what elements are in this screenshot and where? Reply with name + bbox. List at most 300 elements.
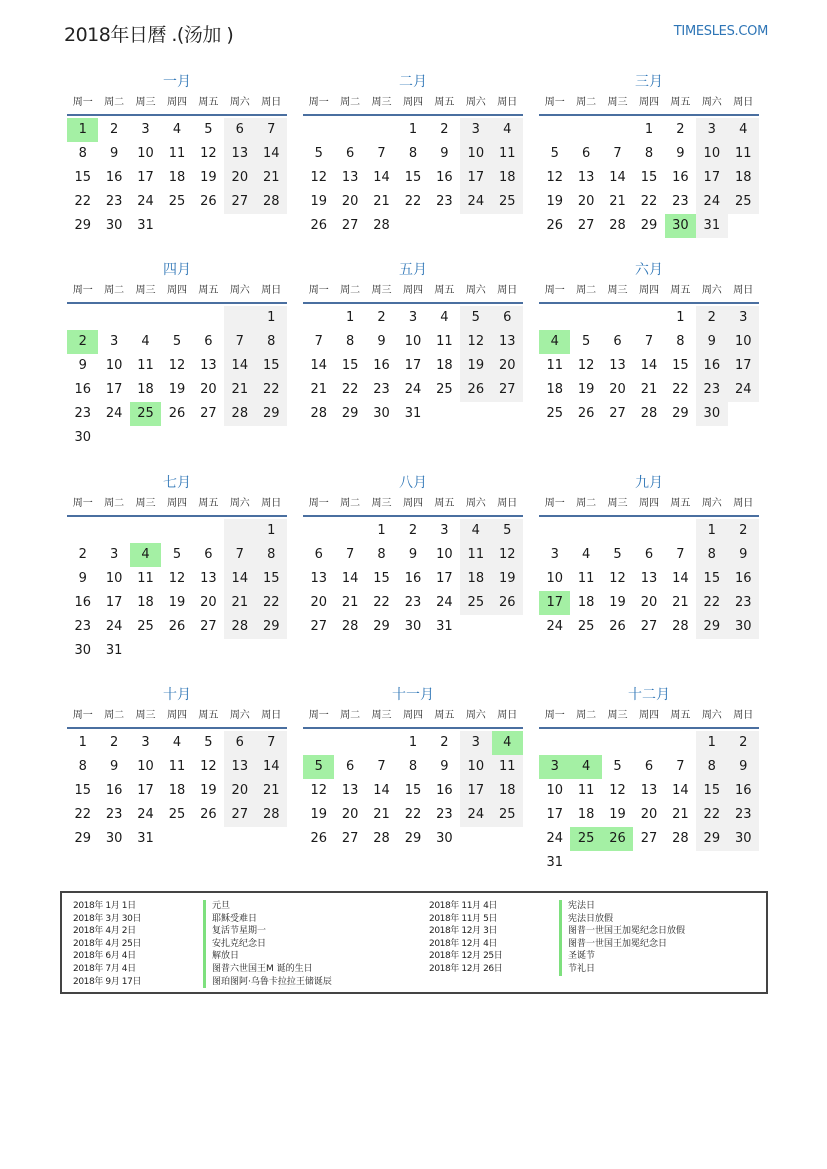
day-cell: 2	[377, 310, 386, 325]
empty-day-cell	[602, 731, 633, 755]
holiday-day-cell: 25	[570, 827, 601, 851]
empty-day-cell	[303, 731, 334, 755]
day-cell: 12	[200, 146, 217, 161]
day-cell: 22	[672, 382, 689, 397]
site-link[interactable]: TIMESLES.COM	[673, 24, 768, 39]
day-cell: 14	[373, 783, 390, 798]
day-cell: 20	[640, 595, 658, 610]
day-cell: 8	[408, 759, 418, 774]
week-row	[67, 543, 287, 567]
week-row	[303, 330, 523, 354]
day-cell: 19	[310, 807, 327, 822]
holiday-column-right	[429, 900, 685, 976]
day-cell: 9	[676, 146, 685, 161]
day-cell: 1	[377, 523, 386, 538]
empty-day-cell	[224, 426, 255, 450]
weekend-day-cell: 5	[460, 306, 491, 330]
weekday-label: 周三	[371, 97, 392, 108]
day-cell: 5	[172, 334, 182, 349]
week-row	[303, 567, 523, 591]
day-cell: 27	[609, 406, 626, 421]
weekday-header	[539, 493, 759, 517]
day-cell: 28	[373, 831, 390, 846]
month-block	[539, 72, 759, 238]
week-row	[67, 426, 287, 450]
weekend-day-cell: 22	[256, 378, 287, 402]
day-cell: 23	[672, 194, 689, 209]
holiday-row	[429, 950, 685, 963]
day-cell: 2	[408, 523, 418, 538]
day-cell: 12	[310, 170, 327, 185]
weekend-day-cell: 29	[696, 615, 727, 639]
weekend-day-cell: 24	[460, 190, 491, 214]
week-row	[303, 142, 523, 166]
holiday-day-cell: 17	[539, 591, 570, 615]
weekday-label: 周一	[308, 710, 329, 721]
week-row	[67, 639, 287, 663]
day-cell: 10	[546, 571, 563, 586]
day-cell: 7	[377, 146, 386, 161]
weekend-day-cell: 12	[460, 330, 491, 354]
weekday-label: 周二	[576, 498, 597, 509]
weekday-label: 周一	[72, 97, 93, 108]
holiday-day-cell: 4	[130, 543, 161, 567]
weekend-day-cell: 7	[256, 731, 287, 755]
empty-day-cell	[429, 214, 460, 238]
day-cell: 6	[204, 334, 213, 349]
empty-day-cell	[303, 519, 334, 543]
day-cell: 10	[404, 334, 422, 349]
week-row	[67, 118, 287, 142]
day-cell: 14	[373, 170, 390, 185]
week-row	[303, 827, 523, 851]
week-row	[303, 166, 523, 190]
month-name: 六月	[635, 262, 663, 278]
day-cell: 21	[341, 595, 359, 610]
weekday-header	[67, 92, 287, 116]
month-block	[303, 473, 523, 639]
weekday-label: 周四	[402, 498, 423, 509]
day-cell: 12	[168, 358, 186, 373]
holiday-row	[73, 950, 332, 963]
weekend-day-cell: 6	[492, 306, 523, 330]
weekday-label: 周日	[733, 710, 754, 721]
weekday-label: 周日	[497, 285, 518, 296]
week-row	[303, 731, 523, 755]
day-cell: 24	[404, 382, 422, 397]
weekday-label: 周日	[733, 498, 754, 509]
day-cell: 24	[546, 619, 563, 634]
holiday-date: 2018年 9月 17日	[73, 976, 142, 987]
month-name: 十月	[163, 687, 191, 703]
week-row	[67, 803, 287, 827]
day-cell: 7	[613, 146, 622, 161]
day-cell: 12	[609, 783, 626, 798]
month-block	[303, 685, 523, 851]
holiday-row	[429, 925, 685, 938]
day-cell: 31	[404, 406, 422, 421]
weekend-day-cell: 15	[256, 354, 287, 378]
day-cell: 13	[341, 783, 359, 798]
weekday-header	[303, 92, 523, 116]
day-cell: 28	[373, 218, 390, 233]
day-cell: 11	[168, 759, 186, 774]
weekend-day-cell: 18	[492, 166, 523, 190]
holiday-date: 2018年 11月 4日	[429, 901, 498, 911]
day-cell: 18	[577, 807, 595, 822]
day-cell: 16	[373, 358, 390, 373]
weekend-day-cell: 3	[460, 118, 491, 142]
holiday-day-cell: 5	[303, 755, 334, 779]
day-cell: 4	[172, 122, 182, 137]
weekend-day-cell: 7	[224, 543, 255, 567]
weekend-day-cell: 27	[224, 190, 255, 214]
day-cell: 15	[74, 783, 91, 798]
weekend-day-cell: 24	[696, 190, 727, 214]
day-cell: 12	[546, 170, 563, 185]
day-cell: 9	[440, 759, 449, 774]
weekend-day-cell: 8	[256, 543, 287, 567]
day-cell: 16	[105, 783, 123, 798]
holiday-row	[429, 913, 685, 926]
empty-day-cell	[602, 118, 633, 142]
day-cell: 27	[200, 619, 217, 634]
week-row	[303, 118, 523, 142]
empty-day-cell	[193, 426, 224, 450]
week-row	[67, 214, 287, 238]
holiday-row	[73, 925, 332, 938]
weekend-day-cell: 2	[696, 306, 727, 330]
holiday-date: 2018年 12月 4日	[429, 938, 498, 949]
day-cell: 23	[74, 619, 91, 634]
empty-day-cell	[570, 519, 601, 543]
holiday-name: 图普六世国王M 诞的生日	[203, 963, 313, 976]
weekday-label: 周四	[402, 285, 423, 296]
holiday-name: 耶稣受难日	[203, 913, 257, 926]
weekday-label: 周日	[497, 498, 518, 509]
weekday-label: 周三	[135, 710, 156, 721]
weekday-label: 周日	[261, 285, 282, 296]
month-name: 七月	[163, 475, 191, 491]
month-name: 一月	[163, 74, 191, 90]
day-cell: 4	[172, 735, 182, 750]
weekend-day-cell: 13	[492, 330, 523, 354]
day-cell: 20	[640, 807, 658, 822]
month-block	[539, 473, 759, 639]
day-cell: 18	[577, 595, 595, 610]
weekend-day-cell: 25	[728, 190, 759, 214]
day-cell: 18	[546, 382, 563, 397]
weekend-day-cell: 17	[460, 166, 491, 190]
day-cell: 17	[137, 783, 154, 798]
day-cell: 25	[168, 194, 186, 209]
weekday-label: 周六	[701, 498, 722, 509]
week-row	[67, 567, 287, 591]
day-cell: 15	[341, 358, 359, 373]
holiday-date: 2018年 11月 5日	[429, 913, 498, 924]
weekday-header	[539, 280, 759, 304]
empty-day-cell	[224, 306, 255, 330]
day-cell: 10	[436, 547, 453, 562]
day-cell: 18	[436, 358, 453, 373]
holiday-list	[60, 891, 768, 994]
day-cell: 29	[341, 406, 359, 421]
week-row	[303, 354, 523, 378]
day-cell: 13	[310, 571, 327, 586]
empty-day-cell	[633, 851, 664, 875]
weekday-header	[67, 493, 287, 517]
empty-day-cell	[161, 306, 192, 330]
weekend-day-cell: 18	[492, 779, 523, 803]
day-cell: 5	[581, 334, 591, 349]
day-cell: 9	[408, 547, 418, 562]
empty-day-cell	[98, 306, 129, 330]
empty-day-cell	[460, 214, 491, 238]
day-cell: 3	[141, 735, 150, 750]
day-cell: 20	[609, 382, 626, 397]
weekday-label: 周五	[434, 285, 455, 296]
weekend-day-cell: 11	[492, 142, 523, 166]
empty-day-cell	[460, 615, 491, 639]
weekend-day-cell: 8	[256, 330, 287, 354]
weekend-day-cell: 19	[492, 567, 523, 591]
day-cell: 23	[105, 807, 123, 822]
week-row	[67, 755, 287, 779]
empty-day-cell	[161, 519, 192, 543]
weekend-day-cell: 16	[728, 779, 759, 803]
weekend-day-cell: 20	[492, 354, 523, 378]
day-cell: 14	[672, 571, 689, 586]
day-cell: 27	[577, 218, 595, 233]
day-cell: 26	[200, 194, 217, 209]
weekday-label: 周三	[135, 285, 156, 296]
week-row	[539, 567, 759, 591]
day-cell: 30	[404, 619, 422, 634]
weekday-label: 周五	[434, 710, 455, 721]
week-row	[67, 190, 287, 214]
week-row	[539, 354, 759, 378]
weekend-day-cell: 14	[224, 567, 255, 591]
holiday-day-cell: 2	[67, 330, 98, 354]
weekday-label: 周一	[308, 498, 329, 509]
week-row	[539, 166, 759, 190]
empty-day-cell	[665, 731, 696, 755]
weekend-day-cell: 1	[696, 519, 727, 543]
week-row	[67, 779, 287, 803]
day-cell: 31	[137, 218, 154, 233]
weekday-label: 周三	[371, 710, 392, 721]
week-row	[539, 615, 759, 639]
day-cell: 25	[577, 619, 595, 634]
weekday-label: 周五	[198, 710, 219, 721]
day-cell: 18	[168, 170, 186, 185]
weekend-day-cell: 2	[728, 519, 759, 543]
day-cell: 3	[109, 547, 119, 562]
weekday-label: 周六	[229, 97, 250, 108]
week-row	[539, 731, 759, 755]
day-cell: 6	[644, 759, 654, 774]
day-cell: 29	[672, 406, 689, 421]
holiday-date: 2018年 3月 30日	[73, 913, 142, 924]
weekday-label: 周日	[261, 97, 282, 108]
day-cell: 17	[105, 382, 123, 397]
holiday-name: 安扎克纪念日	[203, 938, 266, 951]
holiday-name: 图珀图阿·乌鲁卡拉拉王储诞辰	[203, 976, 332, 989]
day-cell: 7	[676, 547, 685, 562]
day-cell: 20	[310, 595, 327, 610]
day-cell: 23	[436, 807, 453, 822]
day-cell: 14	[640, 358, 658, 373]
day-cell: 19	[609, 595, 626, 610]
day-cell: 9	[109, 146, 119, 161]
weekend-day-cell: 14	[256, 142, 287, 166]
day-cell: 13	[609, 358, 626, 373]
weekend-day-cell: 1	[256, 306, 287, 330]
day-cell: 2	[109, 122, 119, 137]
weekday-label: 周四	[166, 285, 187, 296]
weekend-day-cell: 1	[256, 519, 287, 543]
empty-day-cell	[224, 214, 255, 238]
day-cell: 30	[74, 430, 91, 445]
day-cell: 29	[74, 831, 91, 846]
empty-day-cell	[366, 118, 397, 142]
weekday-label: 周二	[340, 710, 361, 721]
weekend-day-cell: 16	[696, 354, 727, 378]
holiday-date: 2018年 12月 26日	[429, 963, 503, 974]
weekday-label: 周一	[308, 97, 329, 108]
day-cell: 7	[644, 334, 654, 349]
month-block	[67, 72, 287, 238]
weekday-label: 周五	[670, 97, 691, 108]
weekday-header	[303, 705, 523, 729]
day-cell: 20	[341, 807, 359, 822]
holiday-day-cell: 4	[492, 731, 523, 755]
week-row	[303, 755, 523, 779]
weekday-label: 周二	[576, 285, 597, 296]
day-cell: 3	[550, 547, 559, 562]
weekend-day-cell: 20	[224, 779, 255, 803]
weekday-label: 周六	[465, 498, 486, 509]
weekday-label: 周四	[638, 97, 659, 108]
day-cell: 31	[436, 619, 453, 634]
week-row	[539, 214, 759, 238]
weekend-day-cell: 17	[460, 779, 491, 803]
day-cell: 3	[440, 523, 449, 538]
week-row	[303, 591, 523, 615]
holiday-date: 2018年 12月 25日	[429, 951, 503, 962]
day-cell: 1	[408, 122, 418, 137]
weekend-day-cell: 3	[728, 306, 759, 330]
empty-day-cell	[539, 731, 570, 755]
page-title: 2018年日曆 .(汤加 )	[64, 24, 234, 46]
weekend-day-cell: 26	[460, 378, 491, 402]
week-row	[67, 142, 287, 166]
empty-day-cell	[570, 851, 601, 875]
weekend-day-cell: 14	[224, 354, 255, 378]
empty-day-cell	[492, 402, 523, 426]
day-cell: 3	[141, 122, 150, 137]
day-cell: 13	[200, 358, 217, 373]
weekday-label: 周四	[638, 710, 659, 721]
day-cell: 7	[676, 759, 685, 774]
weekend-day-cell: 8	[696, 543, 727, 567]
weekday-label: 周一	[544, 710, 565, 721]
weekday-label: 周二	[104, 285, 125, 296]
weekday-label: 周日	[733, 97, 754, 108]
week-row	[539, 851, 759, 875]
day-cell: 22	[640, 194, 658, 209]
weekend-day-cell: 15	[696, 567, 727, 591]
weekend-day-cell: 13	[224, 755, 255, 779]
day-cell: 5	[550, 146, 559, 161]
empty-day-cell	[334, 118, 365, 142]
weekend-day-cell: 22	[696, 803, 727, 827]
weekend-day-cell: 3	[696, 118, 727, 142]
empty-day-cell	[193, 519, 224, 543]
weekday-label: 周六	[465, 710, 486, 721]
weekend-day-cell: 10	[460, 142, 491, 166]
empty-day-cell	[193, 827, 224, 851]
empty-day-cell	[130, 639, 161, 663]
empty-day-cell	[224, 827, 255, 851]
day-cell: 19	[168, 595, 186, 610]
month-name: 二月	[399, 74, 427, 90]
weekend-day-cell: 19	[460, 354, 491, 378]
day-cell: 17	[105, 595, 123, 610]
month-name: 五月	[399, 262, 427, 278]
day-cell: 26	[168, 619, 186, 634]
day-cell: 17	[546, 807, 563, 822]
day-cell: 21	[373, 194, 390, 209]
empty-day-cell	[429, 402, 460, 426]
day-cell: 6	[345, 759, 355, 774]
weekend-day-cell: 21	[224, 378, 255, 402]
day-cell: 12	[577, 358, 595, 373]
day-cell: 6	[644, 547, 654, 562]
weekday-label: 周四	[166, 498, 187, 509]
empty-day-cell	[67, 306, 98, 330]
day-cell: 9	[109, 759, 119, 774]
day-cell: 5	[204, 122, 213, 137]
day-cell: 23	[105, 194, 123, 209]
week-row	[539, 142, 759, 166]
day-cell: 19	[609, 807, 626, 822]
empty-day-cell	[98, 519, 129, 543]
day-cell: 26	[577, 406, 595, 421]
weekday-label: 周一	[544, 285, 565, 296]
weekday-header	[303, 493, 523, 517]
day-cell: 24	[436, 595, 453, 610]
week-row	[67, 827, 287, 851]
empty-day-cell	[67, 519, 98, 543]
weekend-day-cell: 10	[696, 142, 727, 166]
weekend-day-cell: 15	[256, 567, 287, 591]
weekend-day-cell: 5	[492, 519, 523, 543]
day-cell: 6	[204, 547, 213, 562]
weekday-label: 周三	[371, 498, 392, 509]
weekend-day-cell: 17	[728, 354, 759, 378]
day-cell: 28	[310, 406, 327, 421]
empty-day-cell	[570, 306, 601, 330]
weekend-day-cell: 22	[696, 591, 727, 615]
weekday-label: 周四	[402, 97, 423, 108]
holiday-row	[73, 900, 332, 913]
empty-day-cell	[602, 306, 633, 330]
day-cell: 12	[310, 783, 327, 798]
day-cell: 26	[310, 831, 327, 846]
day-cell: 21	[373, 807, 390, 822]
day-cell: 25	[168, 807, 186, 822]
